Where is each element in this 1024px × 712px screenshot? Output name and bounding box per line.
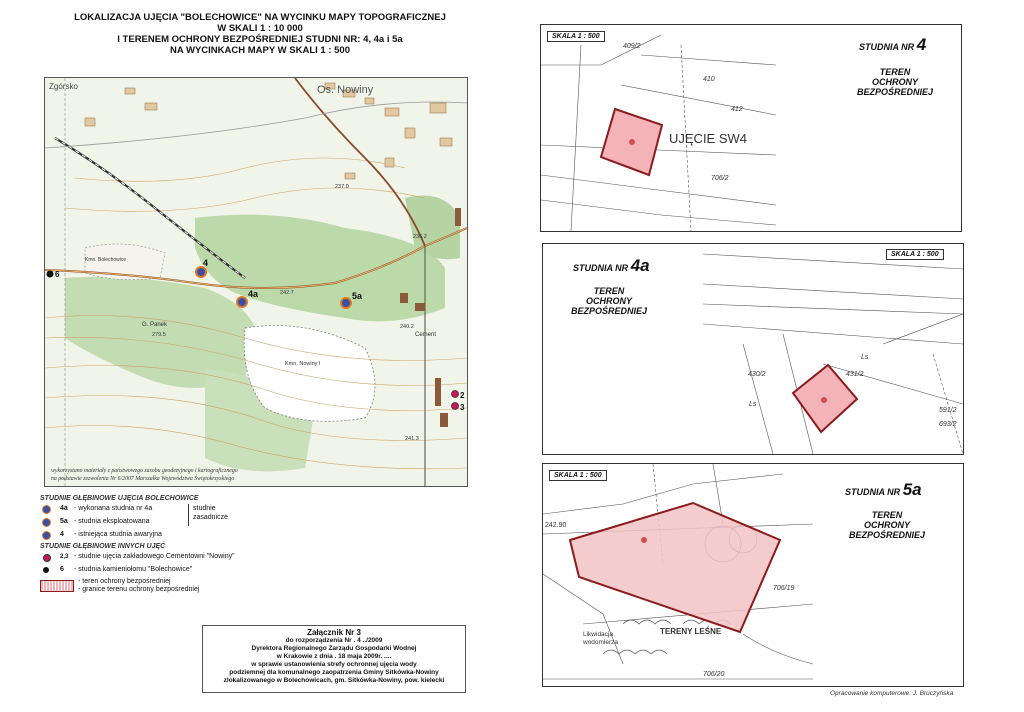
legend-text-4a: - wykonana studnia nr 4a (74, 505, 153, 512)
panel-well-4-plan (541, 25, 776, 231)
legend-num-4a: 4a (60, 505, 68, 512)
elevation-1: 237.0 (335, 184, 349, 190)
parcel-409-2: 409/2 (623, 43, 641, 50)
well-2-label: 2 (460, 391, 465, 400)
legend-text-5a: - studnia eksploatowana (74, 518, 150, 525)
title-line-4: NA WYCINKACH MAPY W SKALI 1 : 500 (170, 45, 350, 56)
panel-1-teren-2: OCHRONY (871, 77, 918, 87)
annex-line-1: do rozporządzenia Nr . 4 ../2009 (285, 637, 383, 644)
panel-1-well-text: STUDNIA NR (859, 42, 915, 52)
legend-row-4a (40, 502, 290, 515)
legend-brace-text-1: studnie (193, 505, 216, 512)
parcel-430-2: 430/2 (748, 371, 766, 378)
parcel-431-2: 431/2 (846, 371, 864, 378)
annex-line-4: w sprawie ustanowienia strefy ochronnej ujęcia wody (251, 661, 417, 668)
elevation-5: 241.3 (405, 436, 419, 442)
legend-row-23 (40, 550, 290, 563)
elevation-4: 240.2 (400, 324, 414, 330)
panel-3-scale: SKALA 1 : 500 (549, 470, 607, 481)
well-4-label: 4 (203, 258, 209, 268)
map-legend (40, 495, 290, 594)
legend-row-5a (40, 515, 290, 528)
annex-line-3: w Krakowie z dnia . 18 maja 2009r. .... (276, 653, 392, 660)
elevation-242-90: 242.90 (545, 522, 567, 529)
label-likwidacja-1: Likwidacja (583, 631, 613, 638)
well-5a-label: 5a (352, 291, 363, 301)
annex-line-5: podziemnej dla komunalnego zaopatrzenia Gminy Sitkówka-Nowiny (229, 669, 439, 676)
panel-3-teren (835, 510, 939, 540)
label-likwidacja-2: wodomierza (583, 639, 619, 646)
panel-3-well-label (845, 480, 922, 500)
topographic-map[interactable] (44, 77, 468, 487)
parcel-693-2: 693/2 (939, 421, 957, 428)
well-5a-marker (341, 298, 351, 308)
well-4-marker (196, 267, 206, 277)
well-5a-point (641, 537, 647, 543)
legend-num-23: 2,3 (60, 553, 69, 560)
label-ls-1: Ls (861, 354, 869, 361)
elevation-6: 279.5 (152, 332, 166, 338)
legend-num-6: 6 (60, 566, 64, 573)
panel-3-well-text: STUDNIA NR (845, 487, 901, 497)
panel-2-teren-3: BEZPOŚREDNIEJ (570, 306, 648, 316)
well-2-marker (452, 391, 459, 398)
legend-row-protection (40, 578, 290, 594)
panel-2-teren (557, 286, 661, 316)
parcel-591-2: 591/2 (939, 407, 957, 414)
well-6-label: 6 (55, 270, 60, 279)
well-3-label: 3 (460, 403, 465, 412)
legend-text-23: - studnie ujęcia zakładowego Cementowni "Nowiny" (74, 553, 235, 560)
label-tereny-lesne: TERENY LEŚNE (660, 627, 722, 636)
legend-symbol-protection (40, 580, 74, 592)
panel-3-well-number: 5a (902, 480, 922, 499)
panel-1-well-number: 4 (916, 35, 927, 54)
place-zgorsko: Zgórsko (49, 82, 78, 91)
panel-3-teren-3: BEZPOŚREDNIEJ (848, 530, 926, 540)
legend-text-boundary: - granice terenu ochrony bezpośredniej (78, 586, 200, 593)
map-credit-line-1: wykorzystano materiały z państwowego zasobu geodezyjnego i kartograficznego (51, 468, 238, 474)
well-4a-label: 4a (248, 289, 259, 299)
panel-1-scale: SKALA 1 : 500 (547, 31, 605, 42)
panel-2-teren-2: OCHRONY (585, 296, 632, 306)
parcel-412: 412 (731, 106, 743, 113)
annex-line-6: zlokalizowanego w Bolechowicach, gm. Sitkówka-Nowiny, pow. kielecki (223, 677, 445, 684)
panel-1-teren (843, 67, 947, 97)
elevation-2: 236.2 (413, 234, 427, 240)
legend-text-protection: - teren ochrony bezpośredniej (78, 578, 171, 585)
topographic-map-canvas (45, 78, 467, 486)
legend-symbol-5a (40, 516, 56, 528)
panel-1-well-label (859, 35, 926, 55)
place-bolechowice: Kmn. Bolechowice (85, 257, 127, 263)
legend-header-2: STUDNIE GŁĘBINOWE INNYCH UJĘĆ (40, 543, 166, 550)
well-3-marker (452, 403, 459, 410)
annex-box (202, 625, 466, 693)
label-ujecie-sw4: UJĘCIE SW4 (669, 131, 748, 146)
parcel-706-20: 706/20 (703, 671, 725, 678)
legend-brace-text-2: zasadnicze (193, 514, 229, 521)
elevation-3: 242.7 (280, 290, 294, 296)
legend-symbol-4a (40, 503, 56, 515)
legend-row-4 (40, 528, 290, 541)
panel-1-teren-1: TEREN (879, 67, 911, 77)
parcel-706-19: 706/19 (773, 585, 795, 592)
place-panek: G. Panek (142, 322, 168, 328)
panel-3-teren-2: OCHRONY (863, 520, 910, 530)
legend-num-4: 4 (60, 531, 64, 538)
well-6-marker (47, 271, 54, 278)
panel-well-4a[interactable] (542, 243, 964, 455)
annex-line-2: Dyrektora Regionalnego Zarządu Gospodarki Wodnej (251, 645, 417, 652)
panel-2-scale: SKALA 1 : 500 (886, 249, 944, 260)
panel-well-4[interactable] (540, 24, 962, 232)
map-credit-line-2: na podstawie zezwolenia Nr 6/2007 Marszałka Województwa Świętokrzyskiego (51, 476, 235, 482)
panel-2-teren-1: TEREN (593, 286, 625, 296)
panel-well-4a-plan (703, 244, 963, 454)
parcel-706-2: 706/2 (711, 175, 729, 182)
legend-row-6 (40, 563, 290, 576)
annex-heading: Załącznik Nr 3 (307, 628, 361, 637)
panel-3-teren-1: TEREN (871, 510, 903, 520)
well-4-point (629, 139, 635, 145)
title-line-3: I TERENEM OCHRONY BEZPOŚREDNIEJ STUDNI NR: 4, 4a i 5a (117, 34, 403, 45)
legend-symbol-23 (40, 551, 56, 563)
panel-well-5a[interactable] (542, 463, 964, 687)
place-nowiny-i: Kmn. Nowiny I (285, 361, 321, 367)
well-4a-marker (237, 297, 247, 307)
panel-2-well-number: 4a (630, 256, 650, 275)
parcel-410: 410 (703, 76, 715, 83)
panel-well-5a-plan (543, 464, 813, 686)
title-line-2: W SKALI 1 : 10 000 (217, 23, 303, 34)
legend-text-6: - studnia kamieniołomu "Bolechowice" (74, 566, 193, 573)
legend-symbol-6 (40, 564, 56, 576)
legend-brace (188, 504, 228, 526)
well-4a-point (821, 397, 827, 403)
computer-credit: Opracowanie komputerowe: J. Bruczyńska (830, 690, 954, 697)
place-cement: Cement (415, 332, 437, 338)
label-ls-2: Ls (749, 401, 757, 408)
panel-2-well-label (573, 256, 650, 276)
legend-num-5a: 5a (60, 518, 68, 525)
legend-symbol-4 (40, 529, 56, 541)
legend-text-4: - istniejąca studnia awaryjna (74, 531, 162, 538)
title-line-1: LOKALIZACJA UJĘCIA "BOLECHOWICE" NA WYCINKU MAPY TOPOGRAFICZNEJ (74, 12, 446, 23)
panel-1-teren-3: BEZPOŚREDNIEJ (856, 87, 934, 97)
place-nowiny: Os. Nowiny (317, 84, 374, 96)
legend-header-1: STUDNIE GŁĘBINOWE UJĘCIA BOLECHOWICE (40, 495, 199, 502)
map-title (40, 12, 480, 56)
panel-2-well-text: STUDNIA NR (573, 263, 629, 273)
